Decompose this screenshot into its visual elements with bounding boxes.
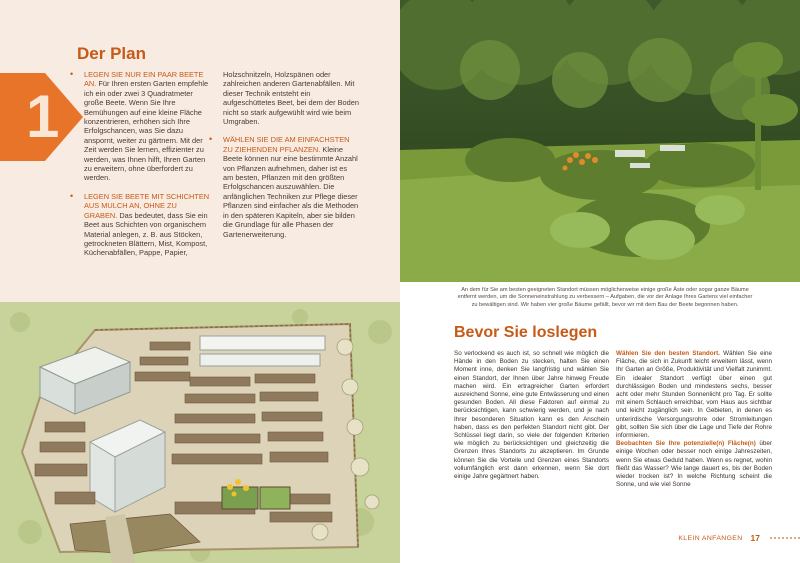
plan-panel: [0, 0, 400, 302]
bullet-heading: LEGEN SIE NUR EIN PAAR BEETE AN.: [84, 70, 204, 89]
bullet-text: Für Ihren ersten Garten empfehle ich ein oder zwei 3 Quadratmeter große Beete. Wenn Sie Ihre Bemühungen auf eine kleine Fläche konzentrieren, erhöhen sich Ihre Erfolgschancen, was Sie dazu anspornt, weiter zu gärtnern. Mit der Zeit werden Sie lernen, effizienter zu werden, was Ihnen hilft, Ihren Garten zu erweitern, ohne überfordert zu werden.: [84, 79, 209, 183]
plan-column-1: [70, 70, 210, 267]
bullet-heading: LEGEN SIE BEETE MIT SCHICHTEN AUS MULCH AN, OHNE ZU GRABEN.: [84, 191, 210, 220]
bullet-dot-icon: •: [70, 69, 74, 79]
section-title-bevor: Bevor Sie loslegen: [454, 324, 598, 341]
photo-caption: An dem für Sie am besten geeigneten Standort müssen möglicherweise einige große Äste oder sogar ganze Bäume entfernt werden, um die Sonneneinstrahlung zu verbessern – Aufgaben, die vor der Anlage Ihres Gartens viel einfacher zu bewältigen sind. Wir haben vier große Bäume gefällt, bevor wir mit dem Bau der Beete begonnen haben.: [457, 287, 753, 308]
bullet-heading: WÄHLEN SIE DIE AM EINFACHSTEN ZU ZIEHENDEN PFLANZEN.: [223, 135, 350, 154]
subheading-beobachten: Beobachten Sie Ihre potenzielle(n) Fläche(n): [616, 440, 756, 448]
intro-paragraph: So verlockend es auch ist, so schnell wie möglich die Hände in den Boden zu stecken, halten Sie einen Moment inne, denken Sie langfristig und wählen Sie einen Standort, der Ihnen über Jahre hinweg Freude machen wird. Ein ertragreicher Garten erfordert ausreichend Sonne, eine gute Entwässerung und einen gesunden Boden. All diese Faktoren auf einmal zu berücksichtigen, kann schwierig werden, und je nach Ihrer besonderen Situation kann es den Anschein haben, dass es den perfekten Standort nicht gibt. Der Schlüssel liegt darin, so viele der folgenden Kriterien wie möglich zu berücksichtigen und gleichzeitig die Grenzen Ihres Standorts zu akzeptieren. Im Grunde können Sie die Vorteile und Grenzen eines Standorts vollumfänglich erst dann erkennen, wenn Sie dort einige Jahre gegärtnert haben.: [454, 350, 609, 481]
garden-photo: [400, 0, 800, 282]
bullet-dot-icon: •: [70, 190, 74, 201]
footer-dots-decoration: [770, 537, 800, 539]
paragraph-standort: Wählen Sie eine Fläche, die sich in Zukunft leicht erweitern lässt, wenn Ihr Garten an Größe, Produktivität und Vielfalt zunimmt. Ein idealer Standort verfügt über einen gut durchlässigen Boden und mindestens sechs, besser acht oder mehr Stunden Sonnenlicht pro Tag. Er sollte mit einem Schlauch erreichbar, vom Haus aus sichtbar und leicht zugänglich sein. In Gebieten, in denen es unterirdische Versorgungsrohre oder Stromleitungen gibt, sollten Sie sich über die Lage und Tiefe der Rohre informieren.: [616, 350, 773, 440]
bullet-text: Das bedeutet, dass Sie ein Beet aus Schichten von organischem Material anlegen, z. B. aus Stöcken, getrockneten Blättern, Mist, Kompost, Küchenabfällen, Pappe, Papier,: [84, 210, 208, 258]
chapter-number: 1: [26, 83, 60, 150]
body-column-2: [616, 350, 772, 489]
body-column-1: [454, 350, 609, 481]
garden-plan-illustration: [0, 302, 400, 563]
bullet-dot-icon: •: [209, 134, 213, 145]
bullet-text: Kleine Beete können nur eine bestimmte Anzahl von Pflanzen aufnehmen, daher ist es am besten, Pflanzen mit den größten Erfolgschancen auszuwählen. Die anfänglichen Techniken zur Pflege dieser Pflanzen sind einfacher als die Methoden in den späteren Kapiteln, aber sie bilden die Grundlage für alle Phasen der Gartenerweiterung.: [223, 144, 359, 239]
page-footer: [678, 531, 800, 545]
subheading-standort: Wählen Sie den besten Standort.: [616, 350, 720, 357]
plan-bullet-2: [70, 192, 210, 258]
paragraph-beobachten: über einige Wochen oder besser noch einige Jahreszeiten, wenn Sie etwas Geduld haben. Wenn es regnet, wohin fließt das Wasser? Wie lange dauert es, bis der Boden wieder trocken ist? In welche Richtung scheint die Sonne, und wie viel Sonne: [616, 440, 773, 489]
section-title-plan: Der Plan: [77, 44, 146, 63]
plan-bullet-1: [70, 70, 210, 183]
bullet-continuation: Holzschnitzeln, Holzspänen oder zahlreichen anderen Gartenabfällen. Mit dieser Technik entsteht ein aufgeschüttetes Beet, bei dem der Boden nicht so stark aufgewühlt wird wie beim Umgraben.: [223, 70, 359, 127]
right-page: [400, 0, 800, 563]
plan-column-2: [209, 70, 359, 248]
footer-chapter-name: KLEIN ANFANGEN: [678, 534, 743, 542]
page-number: 17: [750, 533, 760, 543]
plan-bullet-3: [209, 135, 359, 238]
